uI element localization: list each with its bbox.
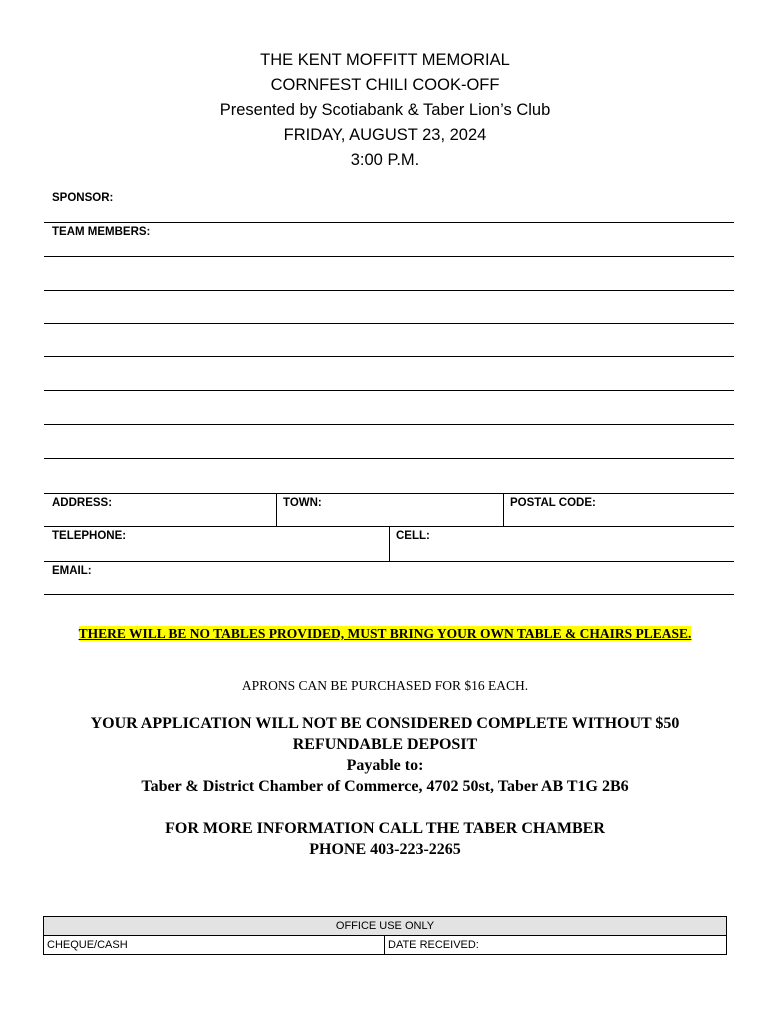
office-use-row	[44, 936, 726, 954]
deposit-notice	[40, 713, 730, 797]
contact-phone: PHONE 403-223-2265	[309, 841, 461, 858]
payee-address: Taber & District Chamber of Commerce, 4702 50st, Taber AB T1G 2B6	[141, 778, 629, 795]
team-members-label: TEAM MEMBERS:	[52, 226, 151, 238]
title-line-presenters: Presented by Scotiabank & Taber Lion’s Club	[219, 101, 551, 119]
team-member-line[interactable]	[44, 356, 734, 357]
address-label: ADDRESS:	[52, 497, 113, 509]
sponsor-label: SPONSOR:	[52, 192, 114, 204]
aprons-notice: APRONS CAN BE PURCHASED FOR $16 EACH.	[241, 678, 529, 693]
deposit-line: YOUR APPLICATION WILL NOT BE CONSIDERED COMPLETE WITHOUT $50	[90, 715, 680, 732]
team-member-line[interactable]	[44, 458, 734, 459]
title-line-date: FRIDAY, AUGUST 23, 2024	[283, 126, 487, 144]
title-line-time: 3:00 P.M.	[350, 151, 420, 169]
telephone-cell-divider	[389, 526, 390, 561]
cheque-cash-cell[interactable]: CHEQUE/CASH	[44, 936, 385, 954]
telephone-row-line[interactable]	[44, 561, 734, 562]
team-member-line[interactable]	[44, 290, 734, 291]
title-line-memorial: THE KENT MOFFITT MEMORIAL	[260, 51, 510, 69]
team-member-line[interactable]	[44, 493, 734, 494]
team-member-line[interactable]	[44, 390, 734, 391]
office-use-title: OFFICE USE ONLY	[44, 917, 726, 936]
email-field-line[interactable]	[44, 594, 734, 595]
address-town-divider	[276, 493, 277, 526]
town-label: TOWN:	[283, 497, 322, 509]
team-member-line[interactable]	[44, 323, 734, 324]
deposit-line: REFUNDABLE DEPOSIT	[292, 736, 478, 753]
title-line-event: CORNFEST CHILI COOK-OFF	[270, 76, 500, 94]
payable-to-label: Payable to:	[346, 757, 424, 774]
email-label: EMAIL:	[52, 565, 92, 577]
town-postal-divider	[503, 493, 504, 526]
document-title	[0, 48, 770, 173]
sponsor-field-line[interactable]	[44, 222, 734, 223]
no-tables-notice-text: THERE WILL BE NO TABLES PROVIDED, MUST BRING YOUR OWN TABLE & CHAIRS PLEASE.	[78, 626, 692, 641]
date-received-cell[interactable]: DATE RECEIVED:	[388, 939, 479, 951]
office-use-table	[43, 916, 727, 955]
cell-label: CELL:	[396, 530, 430, 542]
postal-code-label: POSTAL CODE:	[510, 497, 596, 509]
contact-info	[0, 818, 770, 860]
contact-info-line: FOR MORE INFORMATION CALL THE TABER CHAMBER	[165, 820, 605, 837]
telephone-label: TELEPHONE:	[52, 530, 127, 542]
team-member-line[interactable]	[44, 424, 734, 425]
no-tables-notice	[66, 625, 704, 643]
team-member-line[interactable]	[44, 256, 734, 257]
